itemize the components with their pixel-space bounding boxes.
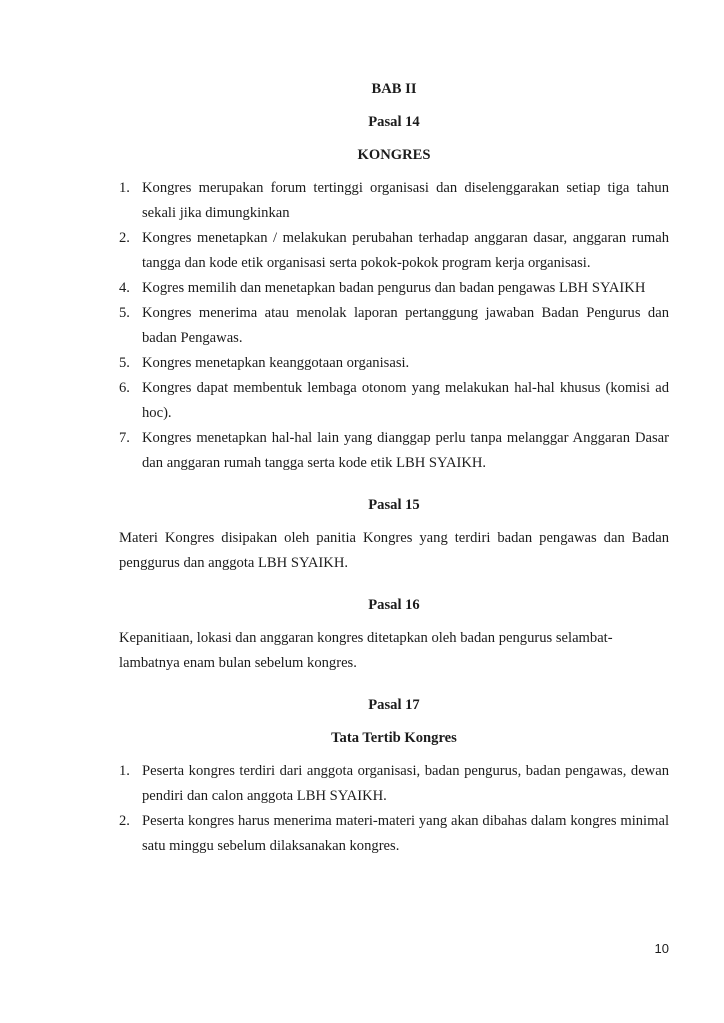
- list-item-number: 7.: [119, 430, 130, 446]
- pasal16-heading: Pasal 16: [368, 597, 420, 613]
- pasal16-body: Kepanitiaan, lokasi dan anggaran kongres ditetapkan oleh badan pengurus selambat-lambatnya enam bulan sebelum kongres.: [119, 630, 613, 671]
- list-item-text: Peserta kongres terdiri dari anggota organisasi, badan pengurus, badan pengawas, dewan pendiri dan calon anggota LBH SYAIKH.: [142, 763, 669, 804]
- pasal14-heading: Pasal 14: [368, 114, 420, 130]
- chapter-heading: BAB II: [371, 81, 417, 97]
- pasal17-heading: Pasal 17: [368, 697, 420, 713]
- pasal14-list: [119, 176, 669, 476]
- list-item-text: Kogres memilih dan menetapkan badan pengurus dan badan pengawas LBH SYAIKH: [142, 280, 646, 296]
- pasal14-subheading: KONGRES: [357, 147, 431, 163]
- list-item-number: 1.: [119, 180, 130, 196]
- pasal15-body: Materi Kongres disipakan oleh panitia Kongres yang terdiri badan pengawas dan Badan penggurus dan anggota LBH SYAIKH.: [119, 530, 669, 571]
- pasal15-heading: Pasal 15: [368, 497, 420, 513]
- list-item: [119, 301, 669, 351]
- list-item-text: Kongres menetapkan keanggotaan organisasi.: [142, 355, 410, 371]
- list-item: [119, 759, 669, 809]
- list-item: [119, 226, 669, 276]
- list-item-text: Kongres merupakan forum tertinggi organisasi dan diselenggarakan setiap tiga tahun sekali jika dimungkinkan: [142, 180, 669, 221]
- pasal17-list: [119, 759, 669, 859]
- list-item-text: Kongres menetapkan / melakukan perubahan terhadap anggaran dasar, anggaran rumah tangga dan kode etik organisasi serta pokok-pokok program kerja organisasi.: [142, 230, 669, 271]
- list-item-number: 2.: [119, 813, 130, 829]
- list-item-text: Kongres dapat membentuk lembaga otonom yang melakukan hal-hal khusus (komisi ad hoc).: [142, 380, 669, 421]
- list-item-number: 4.: [119, 280, 130, 296]
- list-item: [119, 376, 669, 426]
- list-item: [119, 351, 669, 376]
- list-item: [119, 426, 669, 476]
- page-number: 10: [654, 941, 669, 956]
- list-item: [119, 809, 669, 859]
- list-item: [119, 176, 669, 226]
- list-item-number: 2.: [119, 230, 130, 246]
- list-item-number: 5.: [119, 305, 130, 321]
- list-item: [119, 276, 669, 301]
- list-item-number: 1.: [119, 763, 130, 779]
- list-item-text: Kongres menetapkan hal-hal lain yang dianggap perlu tanpa melanggar Anggaran Dasar dan anggaran rumah tangga serta kode etik LBH SYAIKH.: [142, 430, 669, 471]
- pasal17-subheading: Tata Tertib Kongres: [331, 730, 457, 746]
- list-item-text: Kongres menerima atau menolak laporan pertanggung jawaban Badan Pengurus dan badan Pengawas.: [142, 305, 669, 346]
- list-item-text: Peserta kongres harus menerima materi-materi yang akan dibahas dalam kongres minimal satu minggu sebelum dilaksanakan kongres.: [142, 813, 669, 854]
- list-item-number: 5.: [119, 355, 130, 371]
- list-item-number: 6.: [119, 380, 130, 396]
